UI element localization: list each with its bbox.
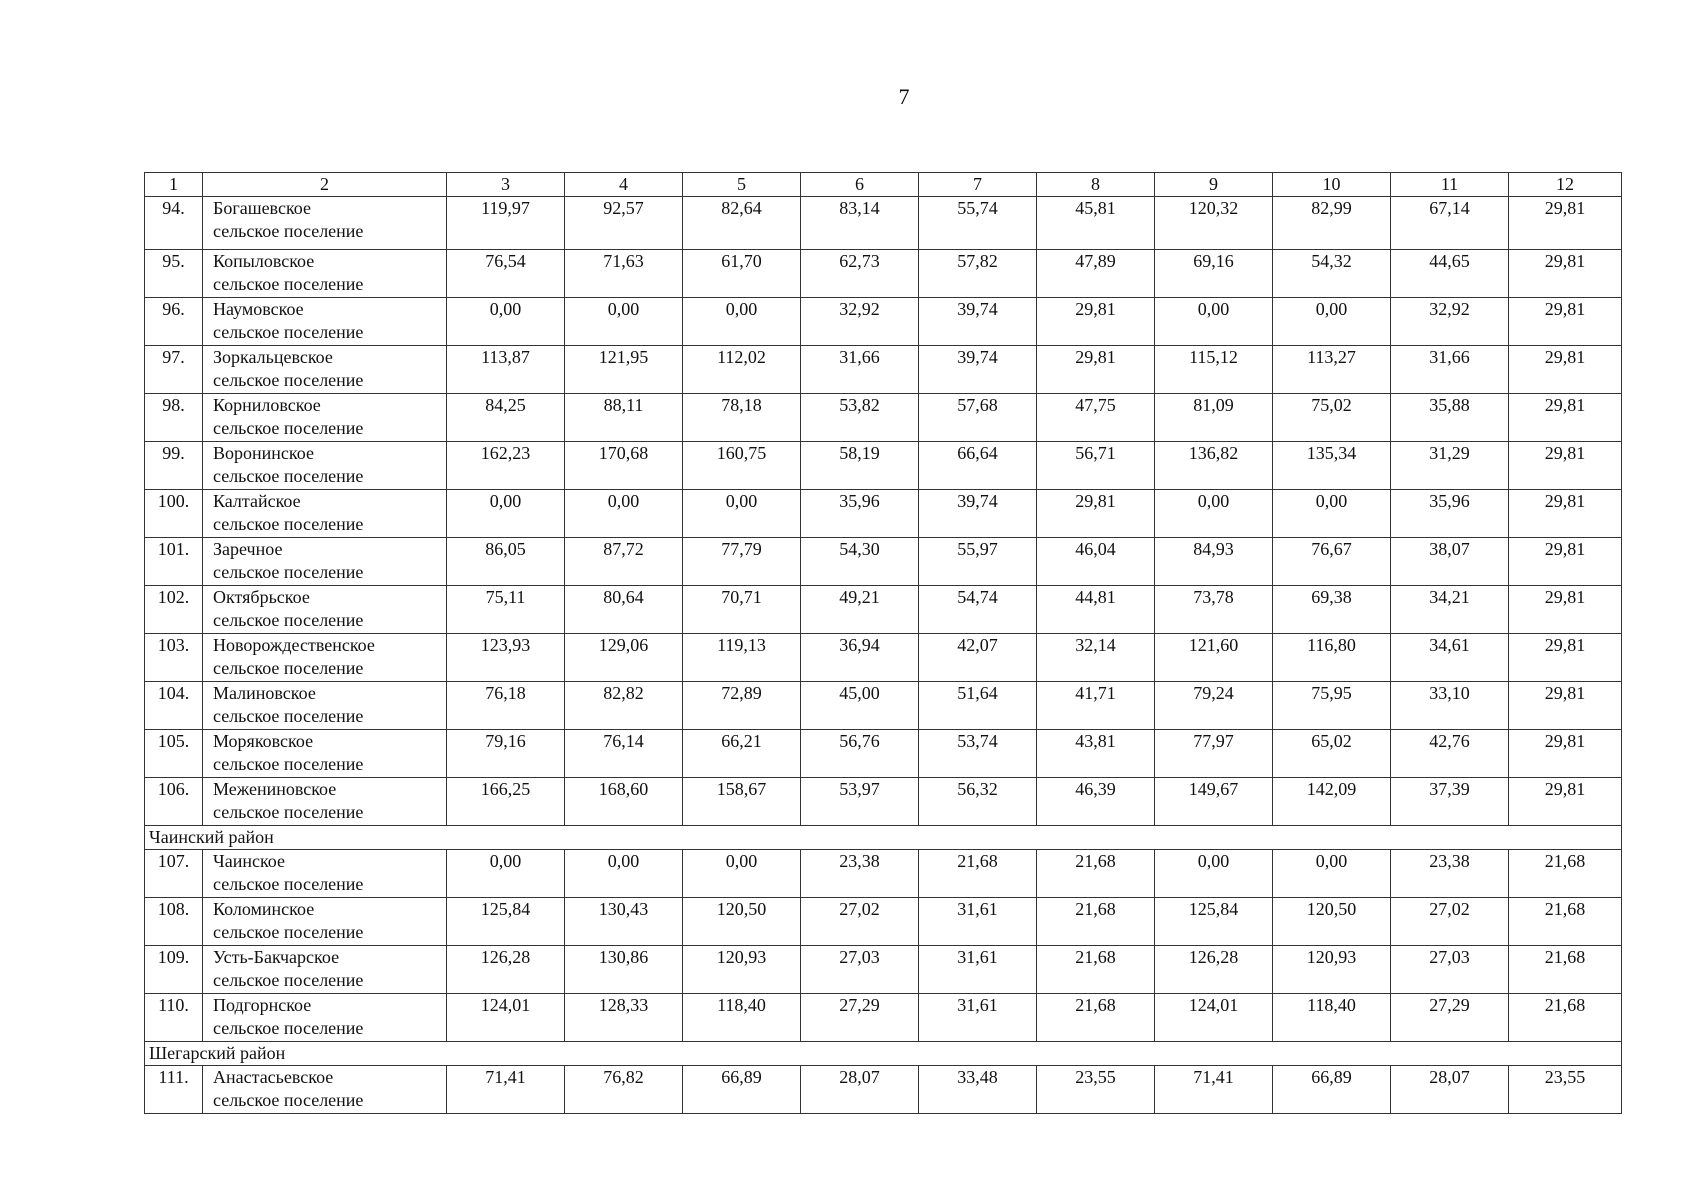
row-number: 102. [145, 586, 203, 634]
value-cell: 29,81 [1509, 197, 1622, 250]
value-cell: 29,81 [1509, 586, 1622, 634]
header-cell: 4 [565, 173, 683, 197]
value-cell: 44,81 [1037, 586, 1155, 634]
value-cell: 75,02 [1273, 394, 1391, 442]
value-cell: 35,88 [1391, 394, 1509, 442]
district-row [145, 1042, 1622, 1066]
value-cell: 61,70 [683, 250, 801, 298]
value-cell: 0,00 [1273, 490, 1391, 538]
value-cell: 130,43 [565, 898, 683, 946]
value-cell: 43,81 [1037, 730, 1155, 778]
value-cell: 39,74 [919, 298, 1037, 346]
value-cell: 142,09 [1273, 778, 1391, 826]
settlement-type: сельское поселение [213, 970, 364, 990]
value-cell: 120,93 [1273, 946, 1391, 994]
value-cell: 27,03 [801, 946, 919, 994]
table-row [145, 394, 1622, 442]
value-cell: 75,11 [447, 586, 565, 634]
header-cell: 8 [1037, 173, 1155, 197]
value-cell: 27,29 [801, 994, 919, 1042]
value-cell: 0,00 [565, 850, 683, 898]
table-row [145, 1066, 1622, 1114]
value-cell: 70,71 [683, 586, 801, 634]
value-cell: 113,87 [447, 346, 565, 394]
value-cell: 121,95 [565, 346, 683, 394]
value-cell: 0,00 [1273, 850, 1391, 898]
header-row [145, 173, 1622, 197]
row-number: 109. [145, 946, 203, 994]
value-cell: 32,14 [1037, 634, 1155, 682]
value-cell: 29,81 [1509, 298, 1622, 346]
table-row [145, 850, 1622, 898]
value-cell: 69,38 [1273, 586, 1391, 634]
settlement-name-cell [203, 586, 447, 634]
value-cell: 54,30 [801, 538, 919, 586]
value-cell: 27,03 [1391, 946, 1509, 994]
settlement-name-cell [203, 730, 447, 778]
page-number: 7 [898, 84, 910, 109]
settlement-name-cell [203, 346, 447, 394]
value-cell: 56,76 [801, 730, 919, 778]
value-cell: 37,39 [1391, 778, 1509, 826]
value-cell: 119,13 [683, 634, 801, 682]
row-number: 98. [145, 394, 203, 442]
row-number: 100. [145, 490, 203, 538]
value-cell: 21,68 [1509, 994, 1622, 1042]
value-cell: 31,61 [919, 946, 1037, 994]
value-cell: 28,07 [1391, 1066, 1509, 1114]
value-cell: 34,61 [1391, 634, 1509, 682]
table-row [145, 490, 1622, 538]
value-cell: 29,81 [1509, 538, 1622, 586]
value-cell: 65,02 [1273, 730, 1391, 778]
value-cell: 66,89 [1273, 1066, 1391, 1114]
value-cell: 29,81 [1509, 442, 1622, 490]
value-cell: 53,82 [801, 394, 919, 442]
value-cell: 119,97 [447, 197, 565, 250]
settlement-name: Зоркальцевское [213, 347, 333, 367]
value-cell: 29,81 [1509, 394, 1622, 442]
value-cell: 27,02 [801, 898, 919, 946]
value-cell: 58,19 [801, 442, 919, 490]
settlement-name-cell [203, 538, 447, 586]
value-cell: 35,96 [801, 490, 919, 538]
settlement-type: сельское поселение [213, 706, 364, 726]
value-cell: 33,10 [1391, 682, 1509, 730]
settlement-name: Заречное [213, 539, 283, 559]
value-cell: 77,79 [683, 538, 801, 586]
value-cell: 76,82 [565, 1066, 683, 1114]
settlement-type: сельское поселение [213, 466, 364, 486]
value-cell: 162,23 [447, 442, 565, 490]
settlement-type: сельское поселение [213, 221, 364, 241]
row-number: 111. [145, 1066, 203, 1114]
table-row [145, 197, 1622, 250]
value-cell: 21,68 [1509, 898, 1622, 946]
value-cell: 0,00 [683, 298, 801, 346]
header-cell: 6 [801, 173, 919, 197]
value-cell: 76,18 [447, 682, 565, 730]
value-cell: 21,68 [1037, 850, 1155, 898]
value-cell: 44,65 [1391, 250, 1509, 298]
table-row [145, 994, 1622, 1042]
value-cell: 120,50 [683, 898, 801, 946]
value-cell: 23,38 [801, 850, 919, 898]
value-cell: 79,16 [447, 730, 565, 778]
row-number: 107. [145, 850, 203, 898]
value-cell: 53,74 [919, 730, 1037, 778]
value-cell: 82,82 [565, 682, 683, 730]
value-cell: 86,05 [447, 538, 565, 586]
settlement-type: сельское поселение [213, 1018, 364, 1038]
value-cell: 0,00 [683, 490, 801, 538]
table-row [145, 298, 1622, 346]
value-cell: 21,68 [1509, 946, 1622, 994]
table-row [145, 946, 1622, 994]
settlement-type: сельское поселение [213, 562, 364, 582]
value-cell: 82,64 [683, 197, 801, 250]
settlement-name-cell [203, 682, 447, 730]
row-number: 101. [145, 538, 203, 586]
value-cell: 71,41 [1155, 1066, 1273, 1114]
table-row [145, 778, 1622, 826]
settlement-type: сельское поселение [213, 754, 364, 774]
value-cell: 124,01 [1155, 994, 1273, 1042]
value-cell: 76,67 [1273, 538, 1391, 586]
table-row [145, 682, 1622, 730]
value-cell: 21,68 [1509, 850, 1622, 898]
row-number: 106. [145, 778, 203, 826]
value-cell: 71,63 [565, 250, 683, 298]
table-row [145, 442, 1622, 490]
value-cell: 47,89 [1037, 250, 1155, 298]
value-cell: 56,32 [919, 778, 1037, 826]
tariff-table [144, 172, 1622, 1114]
value-cell: 0,00 [565, 490, 683, 538]
value-cell: 128,33 [565, 994, 683, 1042]
row-number: 97. [145, 346, 203, 394]
value-cell: 118,40 [683, 994, 801, 1042]
value-cell: 0,00 [1155, 490, 1273, 538]
value-cell: 87,72 [565, 538, 683, 586]
header-cell: 12 [1509, 173, 1622, 197]
settlement-name: Чаинское [213, 851, 285, 871]
value-cell: 31,66 [801, 346, 919, 394]
value-cell: 36,94 [801, 634, 919, 682]
settlement-name: Коломинское [213, 899, 315, 919]
value-cell: 49,21 [801, 586, 919, 634]
value-cell: 33,48 [919, 1066, 1037, 1114]
value-cell: 120,93 [683, 946, 801, 994]
value-cell: 115,12 [1155, 346, 1273, 394]
value-cell: 23,55 [1509, 1066, 1622, 1114]
value-cell: 39,74 [919, 490, 1037, 538]
value-cell: 118,40 [1273, 994, 1391, 1042]
settlement-name: Усть-Бакчарское [213, 947, 340, 967]
settlement-name-cell [203, 490, 447, 538]
settlement-name: Копыловское [213, 251, 315, 271]
value-cell: 67,14 [1391, 197, 1509, 250]
settlement-type: сельское поселение [213, 418, 364, 438]
value-cell: 0,00 [1155, 850, 1273, 898]
value-cell: 88,11 [565, 394, 683, 442]
value-cell: 62,73 [801, 250, 919, 298]
value-cell: 78,18 [683, 394, 801, 442]
value-cell: 47,75 [1037, 394, 1155, 442]
table-row [145, 730, 1622, 778]
value-cell: 29,81 [1509, 250, 1622, 298]
value-cell: 38,07 [1391, 538, 1509, 586]
settlement-type: сельское поселение [213, 874, 364, 894]
value-cell: 57,68 [919, 394, 1037, 442]
row-number: 104. [145, 682, 203, 730]
value-cell: 160,75 [683, 442, 801, 490]
value-cell: 54,74 [919, 586, 1037, 634]
row-number: 99. [145, 442, 203, 490]
value-cell: 29,81 [1509, 346, 1622, 394]
settlement-name: Новорождественское [213, 635, 375, 655]
settlement-name-cell [203, 250, 447, 298]
row-number: 105. [145, 730, 203, 778]
settlement-name: Богашевское [213, 198, 311, 218]
value-cell: 84,25 [447, 394, 565, 442]
settlement-name-cell [203, 946, 447, 994]
value-cell: 34,21 [1391, 586, 1509, 634]
value-cell: 168,60 [565, 778, 683, 826]
value-cell: 123,93 [447, 634, 565, 682]
value-cell: 136,82 [1155, 442, 1273, 490]
table-row [145, 538, 1622, 586]
value-cell: 120,50 [1273, 898, 1391, 946]
value-cell: 29,81 [1509, 490, 1622, 538]
value-cell: 113,27 [1273, 346, 1391, 394]
value-cell: 27,29 [1391, 994, 1509, 1042]
district-row [145, 826, 1622, 850]
settlement-type: сельское поселение [213, 1090, 364, 1110]
value-cell: 126,28 [447, 946, 565, 994]
header-cell: 2 [203, 173, 447, 197]
value-cell: 116,80 [1273, 634, 1391, 682]
value-cell: 82,99 [1273, 197, 1391, 250]
header-cell: 5 [683, 173, 801, 197]
value-cell: 45,00 [801, 682, 919, 730]
settlement-name-cell [203, 298, 447, 346]
table-row [145, 586, 1622, 634]
settlement-name-cell [203, 394, 447, 442]
tariff-table-container [144, 172, 1622, 1114]
settlement-type: сельское поселение [213, 514, 364, 534]
value-cell: 0,00 [447, 490, 565, 538]
settlement-type: сельское поселение [213, 922, 364, 942]
value-cell: 29,81 [1509, 682, 1622, 730]
value-cell: 66,64 [919, 442, 1037, 490]
value-cell: 130,86 [565, 946, 683, 994]
district-name: Чаинский район [145, 826, 1622, 850]
value-cell: 121,60 [1155, 634, 1273, 682]
value-cell: 32,92 [1391, 298, 1509, 346]
settlement-name: Корниловское [213, 395, 321, 415]
value-cell: 29,81 [1509, 778, 1622, 826]
value-cell: 53,97 [801, 778, 919, 826]
settlement-name-cell [203, 197, 447, 250]
row-number: 96. [145, 298, 203, 346]
settlement-type: сельское поселение [213, 274, 364, 294]
settlement-name-cell [203, 898, 447, 946]
district-name: Шегарский район [145, 1042, 1622, 1066]
settlement-name: Воронинское [213, 443, 314, 463]
row-number: 108. [145, 898, 203, 946]
value-cell: 72,89 [683, 682, 801, 730]
row-number: 95. [145, 250, 203, 298]
value-cell: 69,16 [1155, 250, 1273, 298]
value-cell: 83,14 [801, 197, 919, 250]
settlement-name-cell [203, 634, 447, 682]
value-cell: 73,78 [1155, 586, 1273, 634]
value-cell: 39,74 [919, 346, 1037, 394]
value-cell: 23,55 [1037, 1066, 1155, 1114]
value-cell: 42,76 [1391, 730, 1509, 778]
value-cell: 29,81 [1037, 298, 1155, 346]
value-cell: 57,82 [919, 250, 1037, 298]
value-cell: 29,81 [1509, 730, 1622, 778]
value-cell: 125,84 [1155, 898, 1273, 946]
settlement-name: Моряковское [213, 731, 314, 751]
value-cell: 124,01 [447, 994, 565, 1042]
table-row [145, 898, 1622, 946]
value-cell: 166,25 [447, 778, 565, 826]
settlement-type: сельское поселение [213, 658, 364, 678]
settlement-name: Малиновское [213, 683, 316, 703]
value-cell: 31,61 [919, 898, 1037, 946]
value-cell: 0,00 [447, 850, 565, 898]
value-cell: 27,02 [1391, 898, 1509, 946]
value-cell: 55,97 [919, 538, 1037, 586]
settlement-name-cell [203, 778, 447, 826]
value-cell: 0,00 [683, 850, 801, 898]
settlement-name: Подгорнское [213, 995, 312, 1015]
settlement-name-cell [203, 850, 447, 898]
value-cell: 42,07 [919, 634, 1037, 682]
value-cell: 51,64 [919, 682, 1037, 730]
value-cell: 92,57 [565, 197, 683, 250]
header-cell: 10 [1273, 173, 1391, 197]
table-row [145, 346, 1622, 394]
value-cell: 31,61 [919, 994, 1037, 1042]
value-cell: 71,41 [447, 1066, 565, 1114]
value-cell: 120,32 [1155, 197, 1273, 250]
settlement-name: Калтайское [213, 491, 301, 511]
header-cell: 1 [145, 173, 203, 197]
value-cell: 21,68 [1037, 898, 1155, 946]
value-cell: 29,81 [1037, 490, 1155, 538]
value-cell: 21,68 [1037, 946, 1155, 994]
value-cell: 79,24 [1155, 682, 1273, 730]
value-cell: 80,64 [565, 586, 683, 634]
value-cell: 46,39 [1037, 778, 1155, 826]
value-cell: 56,71 [1037, 442, 1155, 490]
value-cell: 66,21 [683, 730, 801, 778]
value-cell: 28,07 [801, 1066, 919, 1114]
row-number: 110. [145, 994, 203, 1042]
value-cell: 66,89 [683, 1066, 801, 1114]
value-cell: 46,04 [1037, 538, 1155, 586]
header-cell: 9 [1155, 173, 1273, 197]
value-cell: 135,34 [1273, 442, 1391, 490]
table-body [145, 173, 1622, 1114]
value-cell: 0,00 [1273, 298, 1391, 346]
settlement-type: сельское поселение [213, 610, 364, 630]
value-cell: 76,14 [565, 730, 683, 778]
settlement-type: сельское поселение [213, 370, 364, 390]
value-cell: 45,81 [1037, 197, 1155, 250]
value-cell: 35,96 [1391, 490, 1509, 538]
settlement-type: сельское поселение [213, 322, 364, 342]
table-row [145, 634, 1622, 682]
value-cell: 158,67 [683, 778, 801, 826]
value-cell: 23,38 [1391, 850, 1509, 898]
value-cell: 75,95 [1273, 682, 1391, 730]
value-cell: 21,68 [1037, 994, 1155, 1042]
value-cell: 126,28 [1155, 946, 1273, 994]
value-cell: 29,81 [1509, 634, 1622, 682]
settlement-name-cell [203, 994, 447, 1042]
settlement-name: Октябрьское [213, 587, 310, 607]
value-cell: 149,67 [1155, 778, 1273, 826]
settlement-name-cell [203, 1066, 447, 1114]
settlement-type: сельское поселение [213, 802, 364, 822]
value-cell: 0,00 [565, 298, 683, 346]
value-cell: 41,71 [1037, 682, 1155, 730]
value-cell: 84,93 [1155, 538, 1273, 586]
value-cell: 77,97 [1155, 730, 1273, 778]
settlement-name-cell [203, 442, 447, 490]
table-row [145, 250, 1622, 298]
value-cell: 0,00 [447, 298, 565, 346]
value-cell: 54,32 [1273, 250, 1391, 298]
settlement-name: Наумовское [213, 299, 304, 319]
settlement-name: Анастасьевское [213, 1067, 334, 1087]
value-cell: 0,00 [1155, 298, 1273, 346]
header-cell: 11 [1391, 173, 1509, 197]
value-cell: 125,84 [447, 898, 565, 946]
value-cell: 170,68 [565, 442, 683, 490]
row-number: 94. [145, 197, 203, 250]
value-cell: 129,06 [565, 634, 683, 682]
header-cell: 7 [919, 173, 1037, 197]
value-cell: 76,54 [447, 250, 565, 298]
value-cell: 81,09 [1155, 394, 1273, 442]
value-cell: 112,02 [683, 346, 801, 394]
row-number: 103. [145, 634, 203, 682]
header-cell: 3 [447, 173, 565, 197]
value-cell: 29,81 [1037, 346, 1155, 394]
settlement-name: Межениновское [213, 779, 337, 799]
value-cell: 21,68 [919, 850, 1037, 898]
value-cell: 31,29 [1391, 442, 1509, 490]
value-cell: 32,92 [801, 298, 919, 346]
value-cell: 55,74 [919, 197, 1037, 250]
value-cell: 31,66 [1391, 346, 1509, 394]
